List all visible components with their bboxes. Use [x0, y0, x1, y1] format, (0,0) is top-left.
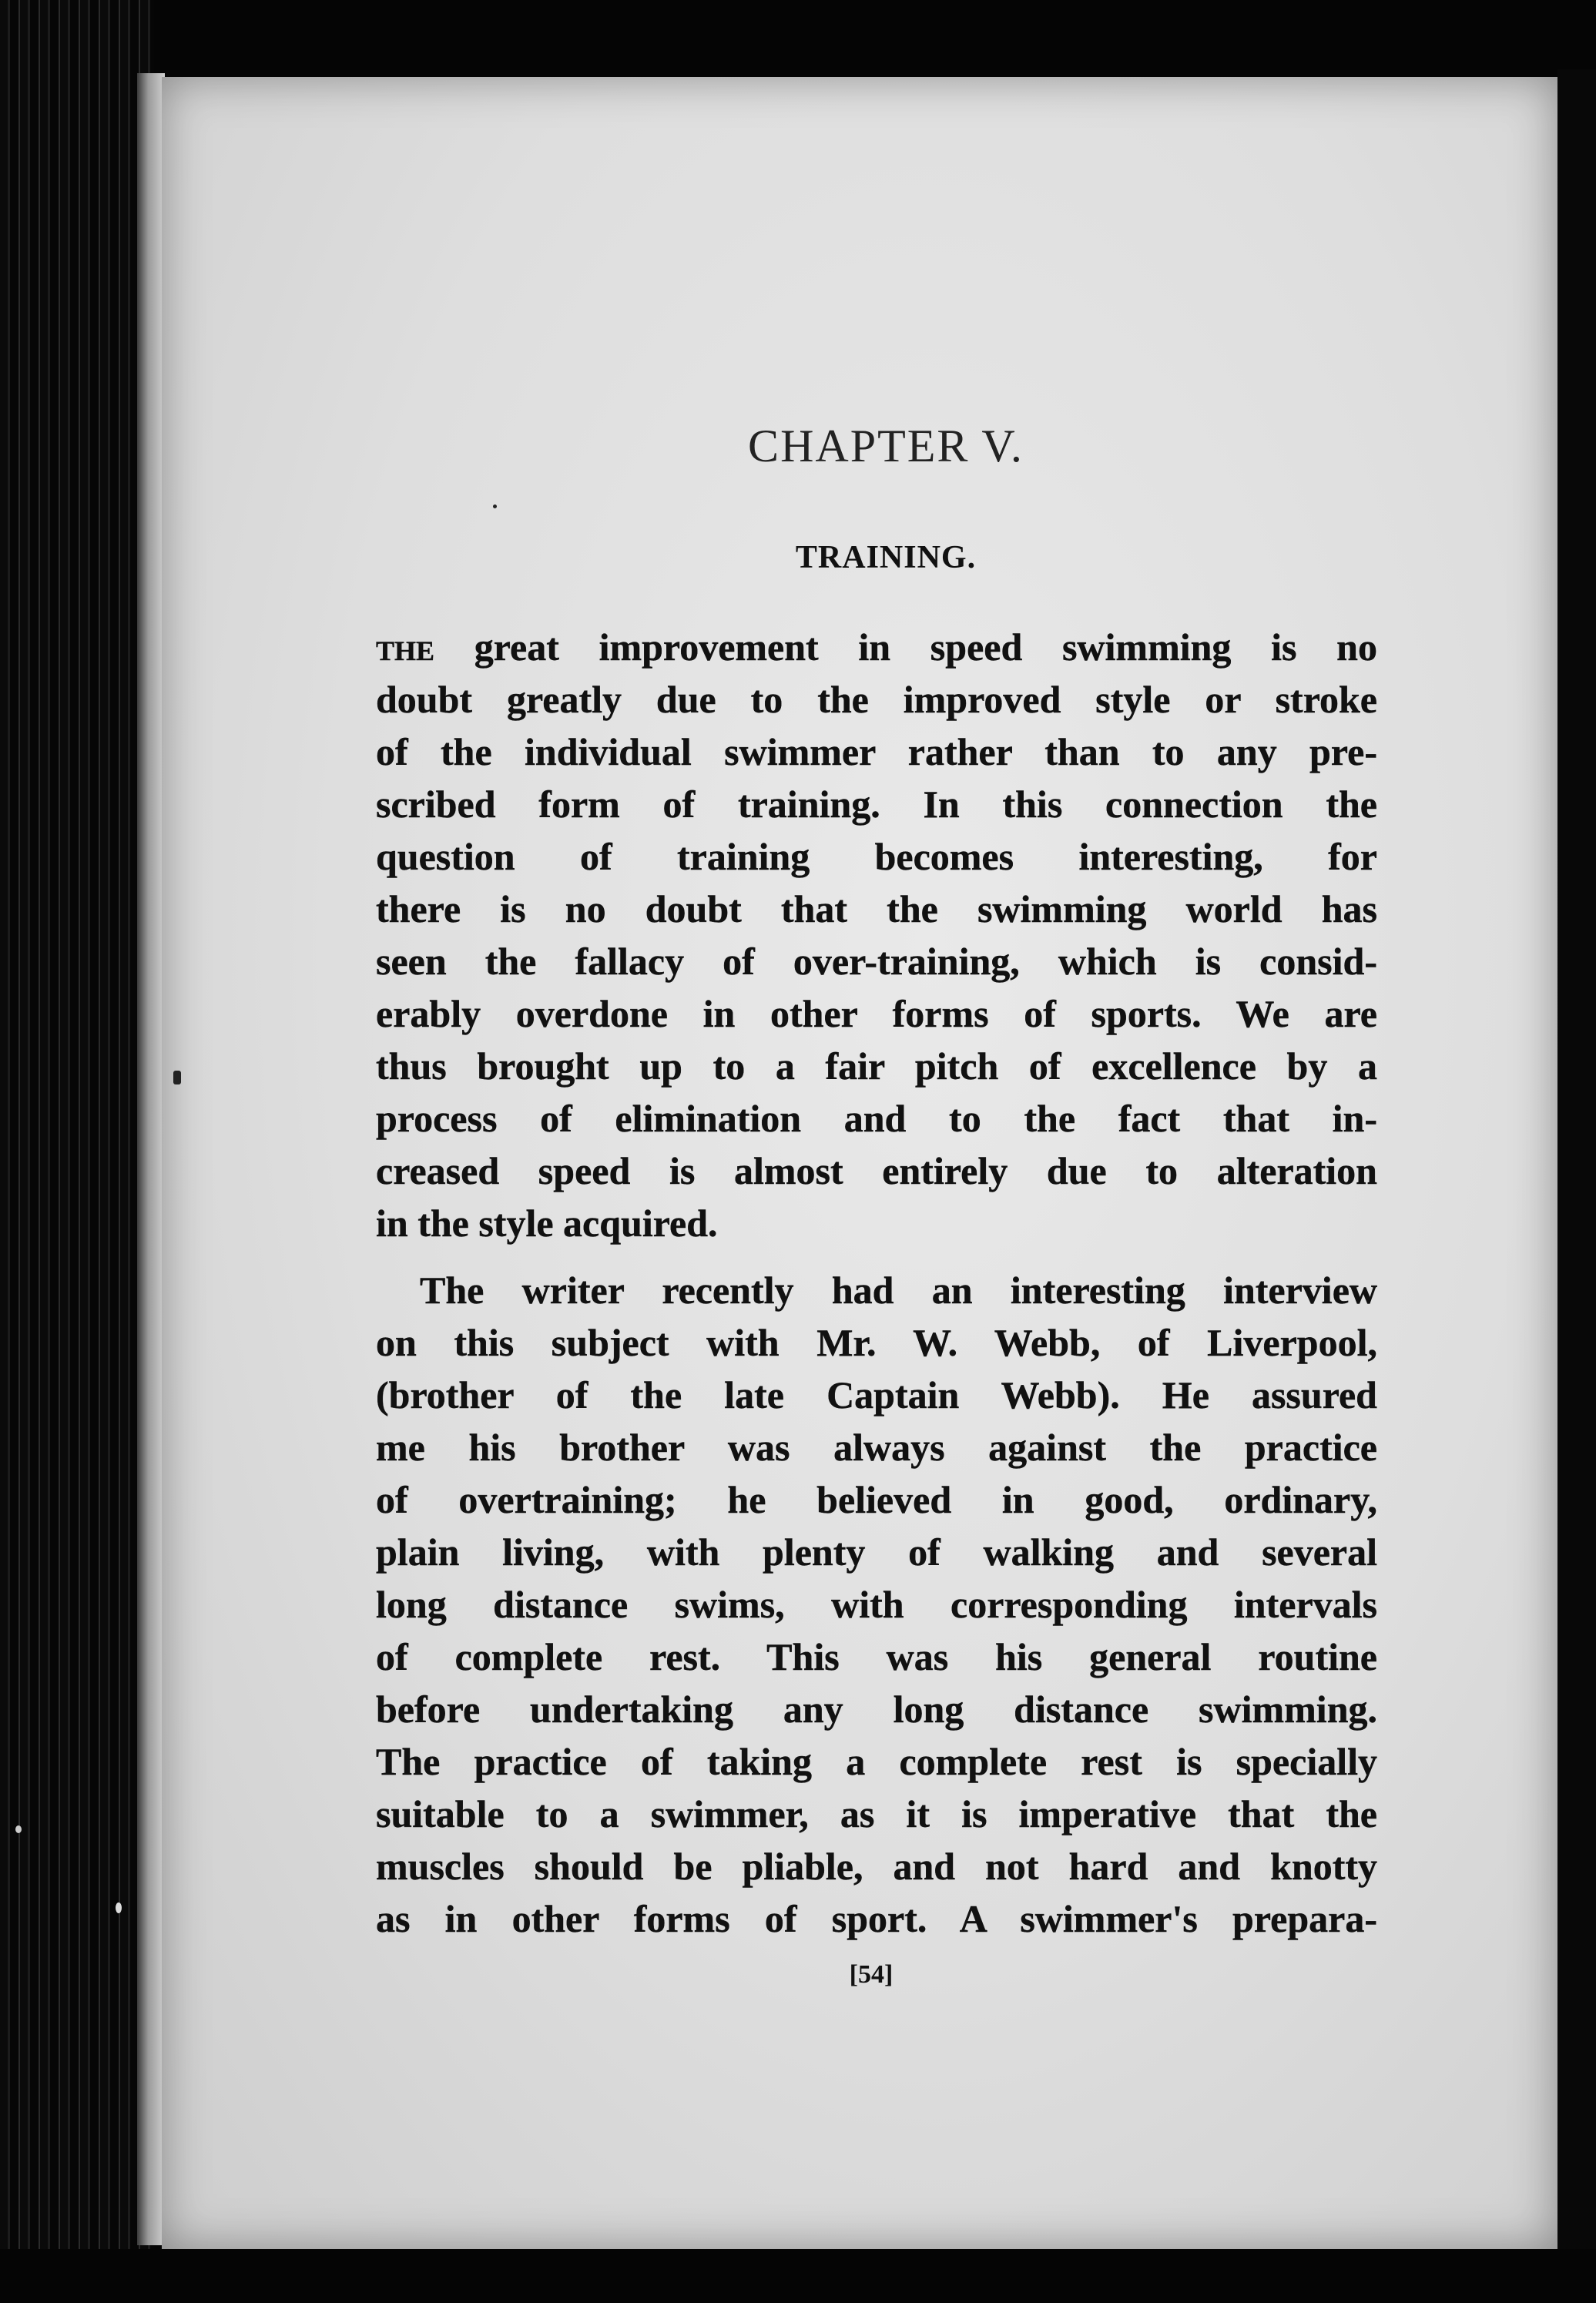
paragraph-1-line-1: [376, 625, 1377, 669]
paragraph-2-line-6: plain living, with plenty of walking and several: [376, 1530, 1377, 1574]
paragraph-2-line-5: of overtraining; he believed in good, ordinary,: [376, 1478, 1377, 1521]
book-binding-edge: [0, 0, 154, 2303]
paragraph-2-line-11: suitable to a swimmer, as it is imperative that the: [376, 1792, 1377, 1835]
paragraph-2-line-1: The writer recently had an interesting interview: [420, 1269, 1377, 1312]
paragraph-1-line-10: process of elimination and to the fact that in-: [376, 1097, 1377, 1140]
top-margin-band: [0, 0, 1596, 77]
paragraph-1-line-8: erably overdone in other forms of sports. We are: [376, 992, 1377, 1035]
paragraph-2-line-8: of complete rest. This was his general routine: [376, 1635, 1377, 1678]
paragraph-2-line-10: The practice of taking a complete rest is specially: [376, 1740, 1377, 1783]
paragraph-2-line-12: muscles should be pliable, and not hard and knotty: [376, 1845, 1377, 1888]
right-margin-band: [1557, 69, 1596, 2257]
small-caps-lead: THE: [376, 635, 435, 666]
paragraph-1-line-12: in the style acquired.: [376, 1202, 718, 1245]
paragraph-1-line-3: of the individual swimmer rather than to any pre-: [376, 730, 1377, 773]
paragraph-1-line-6: there is no doubt that the swimming world has: [376, 887, 1377, 930]
paragraph-2-line-2: on this subject with Mr. W. Webb, of Liverpool,: [376, 1321, 1377, 1364]
chapter-heading: CHAPTER V.: [748, 421, 1024, 471]
paragraph-1-line-9: thus brought up to a fair pitch of excellence by a: [376, 1044, 1377, 1088]
scan-speck: [493, 505, 497, 508]
paragraph-2-line-13: as in other forms of sport. A swimmer's prepara-: [376, 1897, 1377, 1940]
paragraph-2-line-4: me his brother was always against the practice: [376, 1426, 1377, 1469]
scan-speck: [15, 1825, 22, 1833]
paragraph-1-line-4: scribed form of training. In this connection the: [376, 783, 1377, 826]
paragraph-1-line-11: creased speed is almost entirely due to alteration: [376, 1149, 1377, 1192]
page-number: [54]: [849, 1960, 894, 1989]
paragraph-2-line-9: before undertaking any long distance swimming.: [376, 1688, 1377, 1731]
page-gutter-shadow: [137, 73, 165, 2245]
paragraph-1-line-7: seen the fallacy of over-training, which is consid-: [376, 940, 1377, 983]
paragraph-1-line-5: question of training becomes interesting, for: [376, 835, 1377, 878]
paragraph-2-line-3: (brother of the late Captain Webb). He assured: [376, 1373, 1377, 1416]
line-text: great improvement in speed swimming is no: [434, 625, 1377, 669]
scan-speck: [173, 1071, 181, 1084]
paragraph-1-line-2: doubt greatly due to the improved style or stroke: [376, 678, 1377, 721]
scan-speck: [116, 1902, 122, 1913]
paragraph-2-line-7: long distance swims, with corresponding intervals: [376, 1583, 1377, 1626]
bottom-margin-band: [0, 2249, 1596, 2303]
chapter-title: TRAINING.: [795, 540, 977, 575]
